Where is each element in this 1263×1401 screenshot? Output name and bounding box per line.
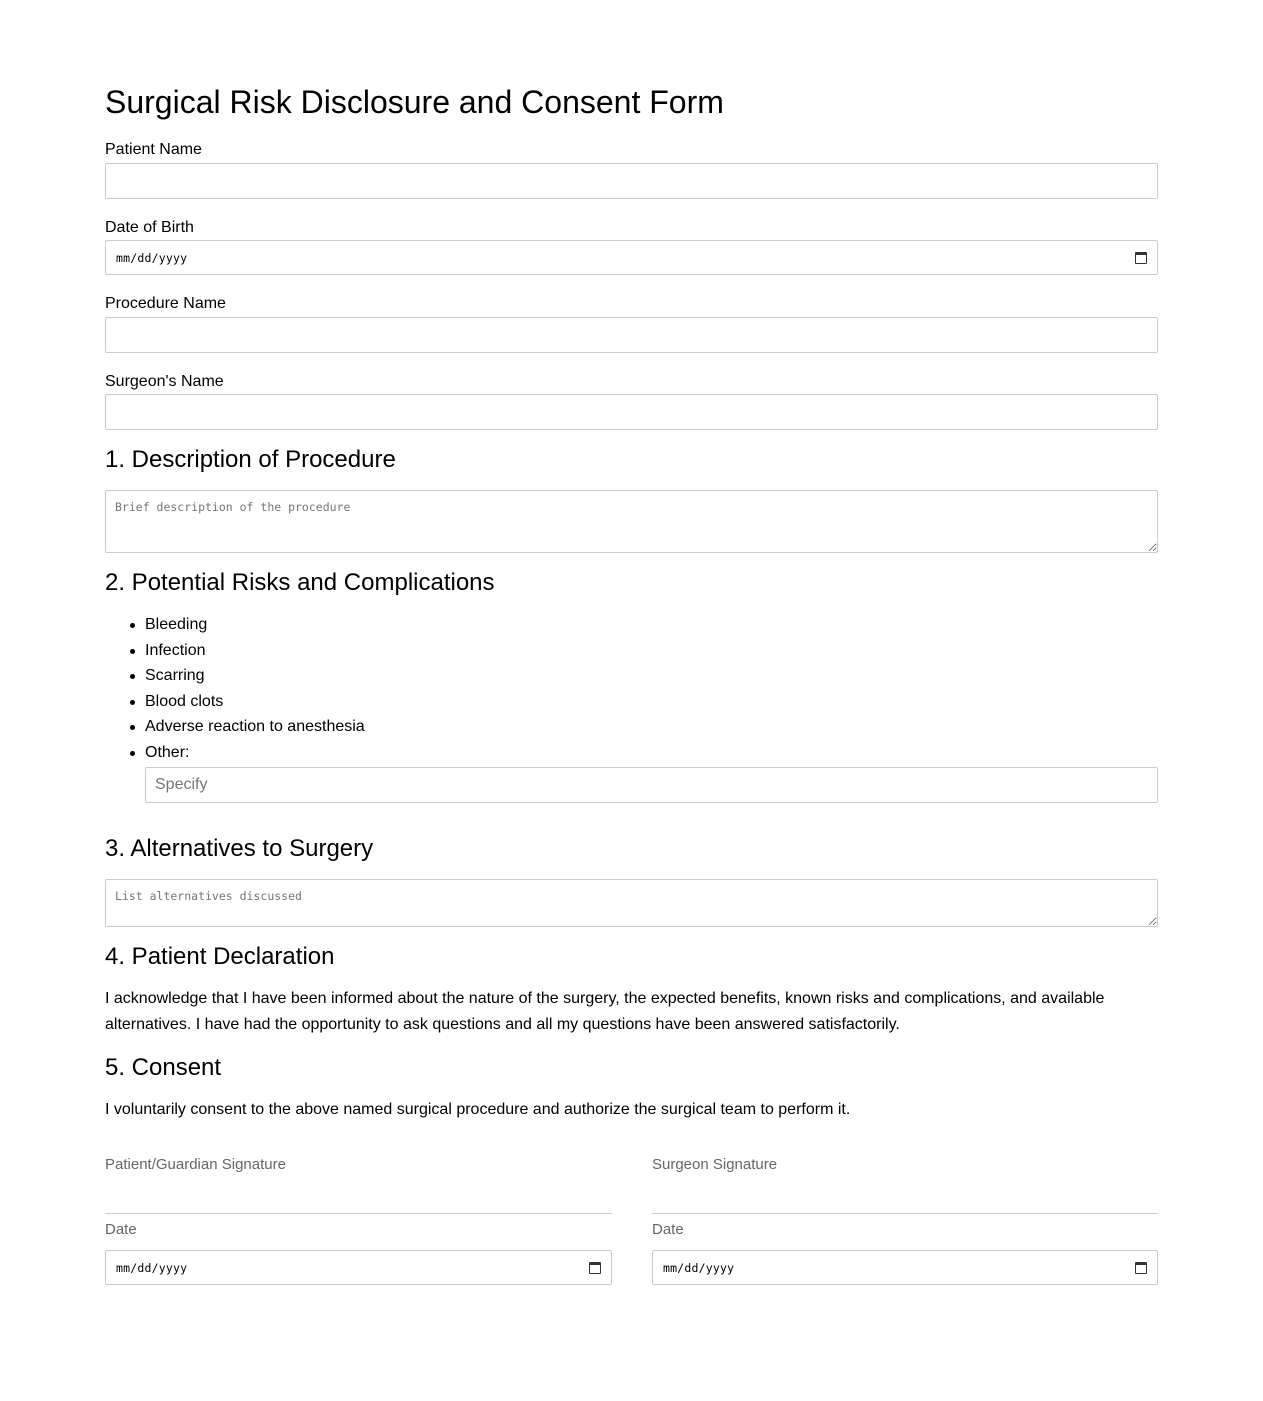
- patient-name-label: Patient Name: [105, 141, 202, 158]
- procedure-name-label: Procedure Name: [105, 295, 226, 312]
- description-textarea-wrap: [105, 490, 1158, 553]
- date-of-birth-input[interactable]: [105, 240, 1158, 275]
- section-heading-declaration: 4. Patient Declaration: [105, 943, 335, 970]
- calendar-icon[interactable]: [1135, 1262, 1147, 1274]
- section-heading-description: 1. Description of Procedure: [105, 446, 396, 473]
- risk-item: Bleeding: [105, 612, 365, 638]
- calendar-icon[interactable]: [1135, 252, 1147, 264]
- risk-item: Adverse reaction to anesthesia: [105, 714, 365, 740]
- section-heading-consent: 5. Consent: [105, 1054, 222, 1081]
- surgeon-date-label: Date: [652, 1221, 684, 1238]
- other-risk-input[interactable]: [145, 767, 1158, 803]
- date-of-birth-value: mm/dd/yyyy: [116, 250, 188, 265]
- alternatives-textarea[interactable]: [105, 879, 1158, 927]
- risk-item: Infection: [105, 638, 365, 664]
- section-heading-alternatives: 3. Alternatives to Surgery: [105, 835, 374, 862]
- alternatives-textarea-wrap: [105, 879, 1158, 927]
- procedure-name-input[interactable]: [105, 317, 1158, 353]
- surgeon-date-input[interactable]: [652, 1250, 1158, 1285]
- calendar-icon[interactable]: [589, 1262, 601, 1274]
- surgeon-signature-line[interactable]: [652, 1213, 1158, 1233]
- risk-item: Scarring: [105, 663, 365, 689]
- risks-list: [105, 612, 365, 766]
- patient-signature-line[interactable]: [105, 1213, 612, 1233]
- date-of-birth-label: Date of Birth: [105, 219, 194, 236]
- surgeon-name-label: Surgeon's Name: [105, 373, 224, 390]
- consent-text: I voluntarily consent to the above named surgical procedure and authorize the surgical team to perform it.: [105, 1101, 851, 1118]
- section-heading-risks: 2. Potential Risks and Complications: [105, 569, 495, 596]
- patient-date-label: Date: [105, 1221, 137, 1238]
- patient-name-input[interactable]: [105, 163, 1158, 199]
- page-title: Surgical Risk Disclosure and Consent Form: [105, 84, 724, 120]
- surgeon-signature-label: Surgeon Signature: [652, 1156, 778, 1173]
- patient-date-input[interactable]: [105, 1250, 612, 1285]
- surgeon-name-input[interactable]: [105, 394, 1158, 430]
- surgeon-date-value: mm/dd/yyyy: [663, 1260, 735, 1275]
- risk-item-other: Other:: [105, 740, 365, 766]
- patient-signature-label: Patient/Guardian Signature: [105, 1156, 286, 1173]
- description-textarea[interactable]: [105, 490, 1158, 553]
- patient-date-value: mm/dd/yyyy: [116, 1260, 188, 1275]
- risk-item: Blood clots: [105, 689, 365, 715]
- declaration-text: I acknowledge that I have been informed about the nature of the surgery, the expected benefits, known risks and complications, and available alternatives. I have had the opportunity to ask questions and all my questions have been answered satisfactorily.: [105, 990, 1105, 1033]
